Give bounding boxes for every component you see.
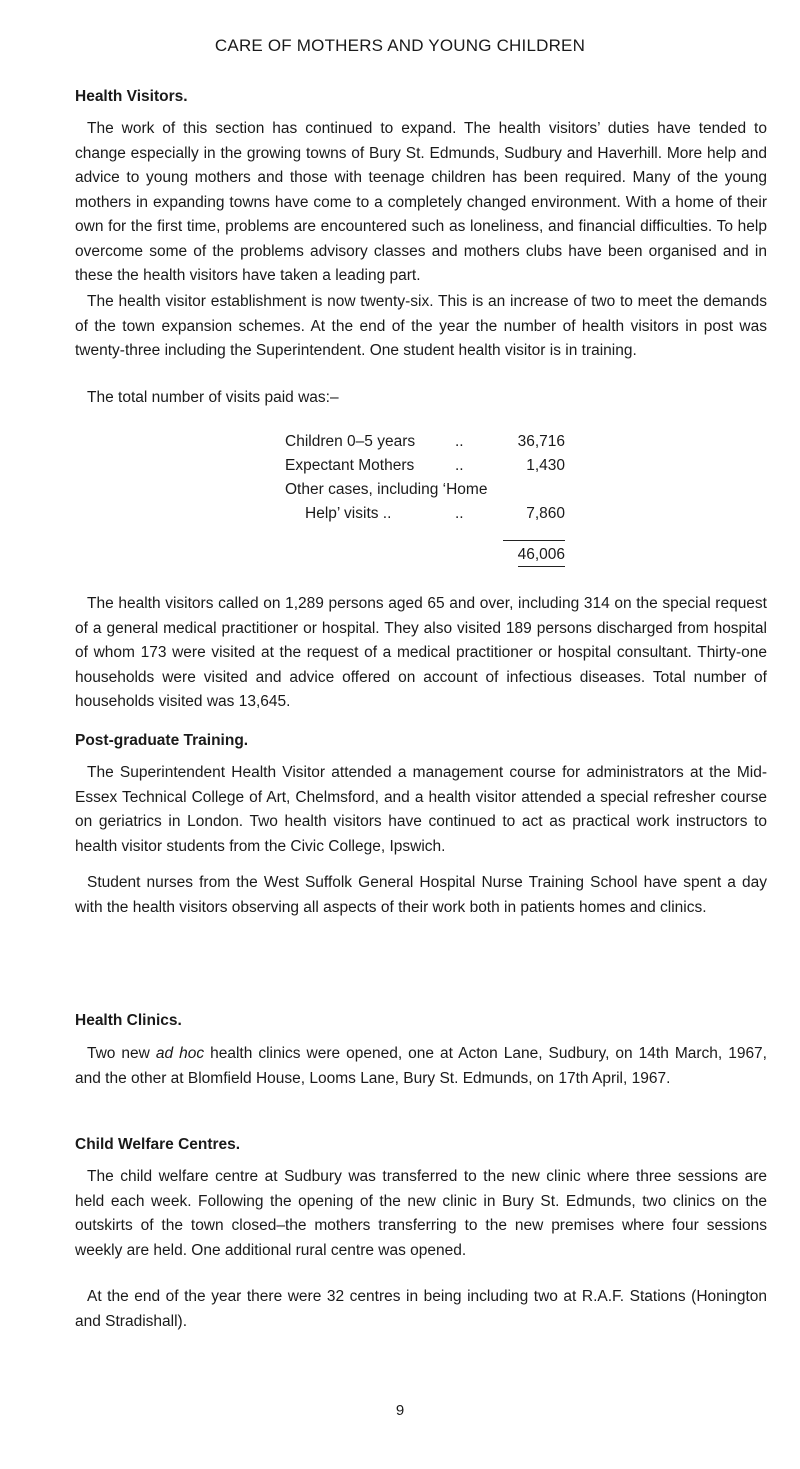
visits-row-label: Other cases, including ‘Home bbox=[285, 481, 488, 498]
visits-row-value: 1,430 bbox=[526, 457, 565, 474]
visits-row-label: Expectant Mothers bbox=[285, 457, 415, 474]
visits-row-label: Help’ visits .. bbox=[305, 505, 392, 522]
heading-post-graduate-training: Post-graduate Training. bbox=[75, 732, 249, 749]
visits-total: 46,006 bbox=[518, 544, 565, 567]
heading-child-welfare-centres: Child Welfare Centres. bbox=[75, 1136, 241, 1153]
heading-health-clinics: Health Clinics. bbox=[75, 1012, 182, 1029]
paragraph-centres-count: At the end of the year there were 32 centres in being including two at R.A.F. Stations (Honington and Stradishall). bbox=[75, 1288, 767, 1330]
paragraph-health-visitors-work: The work of this section has continued to expand. The health visitors’ duties have tended to change especially in the growing towns of Bury St. Edmunds, Sudbury and Haverhill. More help and advice to young mothers and those with teenage children has been required. Many of the young mothers in expanding towns have come to a completely changed environment. With a home of their own for the first time, problems are encountered such as loneliness, and financial difficulties. To help overcome some of the problems advisory classes and mothers clubs have been organised and in these the health visitors have taken a leading part. bbox=[75, 120, 767, 284]
clinics-text-start: Two new bbox=[87, 1045, 156, 1062]
visits-row-dots: .. bbox=[455, 505, 464, 522]
paragraph-elderly-visits: The health visitors called on 1,289 persons aged 65 and over, including 314 on the special request of a general medical practitioner or hospital. They also visited 189 persons discharged from hospital of whom 173 were visited at the request of a medical practitioner or hospital consultant. Thirty-one households were visited and advice offered on account of infectious diseases. Total number of households visited was 13,645. bbox=[75, 595, 767, 710]
visits-row bbox=[285, 502, 575, 526]
paragraph-establishment: The health visitor establishment is now twenty-six. This is an increase of two to meet the demands of the town expansion schemes. At the end of the year the number of health visitors in post was twenty-three including the Superintendent. One student health visitor is in training. bbox=[75, 293, 767, 359]
page-number: 9 bbox=[395, 1402, 405, 1419]
paragraph-management-course: The Superintendent Health Visitor attended a management course for administrators at the Mid-Essex Technical College of Art, Chelmsford, and a health visitor attended a special refresher course on geriatrics in London. Two health visitors have continued to act as practical work instructors to health visitor students from the Civic College, Ipswich. bbox=[75, 764, 767, 855]
total-divider bbox=[503, 540, 565, 541]
visits-row bbox=[285, 478, 575, 502]
paragraph-sudbury-transfer: The child welfare centre at Sudbury was transferred to the new clinic where three sessions are held each week. Following the opening of the new clinic in Bury St. Edmunds, two clinics on the outskirts of the town closed–the mothers transferring to the new premises where four sessions weekly are held. One additional rural centre was opened. bbox=[75, 1168, 767, 1259]
visits-row-value: 36,716 bbox=[517, 433, 565, 450]
visits-table bbox=[285, 430, 575, 563]
paragraph-visits-intro: The total number of visits paid was:– bbox=[87, 389, 339, 406]
visits-row-dots: .. bbox=[455, 457, 464, 474]
visits-row-dots: .. bbox=[455, 433, 464, 450]
clinics-text-italic: ad hoc bbox=[155, 1045, 205, 1062]
heading-health-visitors: Health Visitors. bbox=[75, 88, 188, 105]
visits-row bbox=[285, 454, 575, 478]
visits-row-value: 7,860 bbox=[526, 505, 565, 522]
page-title: CARE OF MOTHERS AND YOUNG CHILDREN bbox=[214, 36, 586, 55]
paragraph-student-nurses: Student nurses from the West Suffolk General Hospital Nurse Training School have spent a day with the health visitors observing all aspects of their work both in patients homes and clinics. bbox=[75, 874, 767, 916]
visits-row-label: Children 0–5 years bbox=[285, 433, 416, 450]
visits-row bbox=[285, 430, 575, 454]
paragraph-new-clinics bbox=[75, 1042, 767, 1091]
clinics-text-end: health clinics were opened, one at Acton Lane, Sudbury, on 14th March, 1967, and the other at Blomfield House, Looms Lane, Bury St. Edmunds, on 17th April, 1967. bbox=[75, 1045, 767, 1087]
